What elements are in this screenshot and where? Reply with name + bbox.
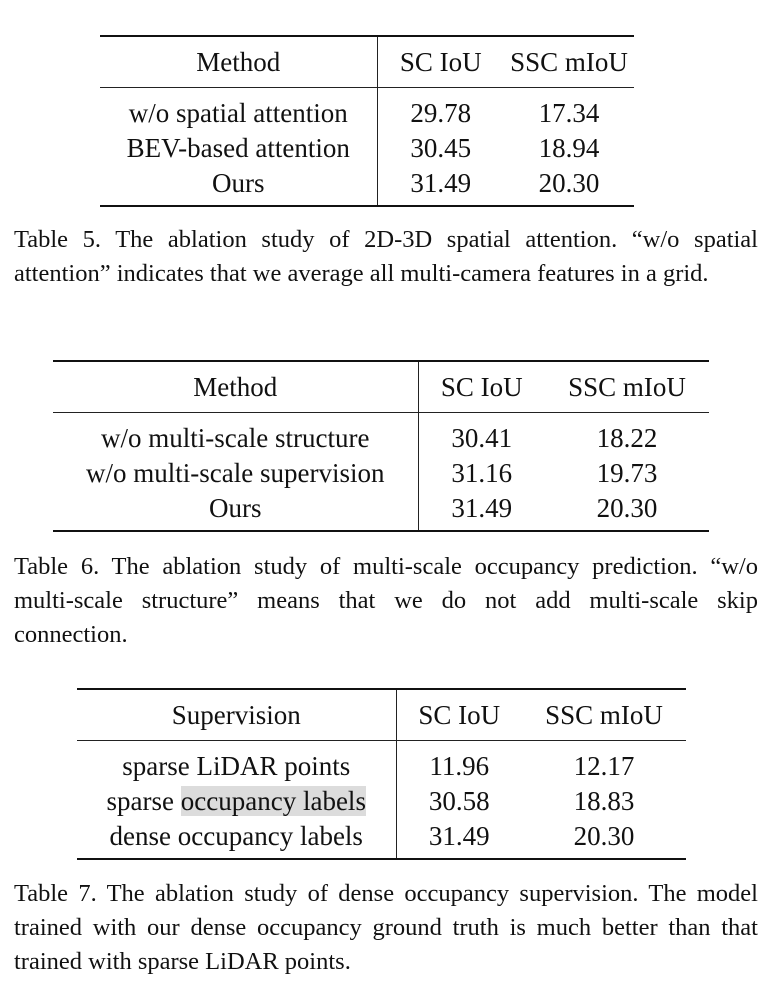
highlighted-text: occupancy labels (180, 786, 366, 816)
table-row (100, 131, 634, 166)
ssc-miou-value: 18.83 (573, 786, 635, 816)
table-header-row (100, 36, 634, 88)
sc-iou-value: 31.49 (396, 819, 522, 859)
sc-iou-value: 31.49 (377, 166, 504, 206)
ssc-miou-value: 20.30 (504, 166, 634, 206)
header-sc-iou: SC IoU (396, 689, 522, 741)
sc-iou-value: 30.58 (428, 786, 490, 816)
header-supervision: Supervision (77, 689, 396, 741)
sc-iou-value: 29.78 (410, 98, 472, 128)
header-ssc-miou: SSC mIoU (522, 689, 686, 741)
ssc-miou-value: 12.17 (573, 751, 635, 781)
row-label: sparse LiDAR points (77, 741, 396, 785)
row-label: dense occupancy labels (77, 819, 396, 859)
sc-iou-value: 31.49 (418, 491, 545, 531)
header-ssc-miou: SSC mIoU (545, 361, 709, 413)
header-sc-iou: SC IoU (377, 36, 504, 88)
table-row (100, 88, 634, 132)
table-row (100, 166, 634, 206)
table-header-row (77, 689, 686, 741)
header-method: Method (53, 361, 418, 413)
sc-iou-value: 30.41 (451, 423, 513, 453)
row-label: Ours (53, 491, 418, 531)
table-5 (100, 35, 634, 207)
table-6-caption: Table 6. The ablation study of multi-scale occupancy prediction. “w/o multi-scale structure” means that we do not add multi-scale skip connection. (14, 553, 758, 648)
table-7-caption: Table 7. The ablation study of dense occupancy supervision. The model trained with our dense occupancy ground truth is much better than that trained with sparse LiDAR points. (14, 880, 758, 975)
sc-iou-value: 31.16 (451, 458, 513, 488)
row-label (77, 784, 396, 819)
sc-iou-value: 30.45 (410, 133, 472, 163)
row-label-prefix: sparse (106, 786, 181, 816)
table-6 (53, 360, 709, 532)
row-label: w/o multi-scale structure (53, 413, 418, 457)
table-row (53, 491, 709, 531)
header-ssc-miou: SSC mIoU (504, 36, 634, 88)
ssc-miou-value: 19.73 (596, 458, 658, 488)
header-sc-iou: SC IoU (418, 361, 545, 413)
table-row (53, 413, 709, 457)
header-method: Method (100, 36, 377, 88)
table-7 (77, 688, 686, 860)
ssc-miou-value: 18.22 (596, 423, 658, 453)
row-label: BEV-based attention (100, 131, 377, 166)
ssc-miou-value: 18.94 (538, 133, 600, 163)
ssc-miou-value: 20.30 (545, 491, 709, 531)
table-row (77, 819, 686, 859)
table-5-caption: Table 5. The ablation study of 2D-3D spatial attention. “w/o spatial attention” indicates that we average all multi-camera features in a grid. (14, 226, 758, 287)
ssc-miou-value: 20.30 (522, 819, 686, 859)
table-row (77, 784, 686, 819)
table-row (53, 456, 709, 491)
ssc-miou-value: 17.34 (538, 98, 600, 128)
table-header-row (53, 361, 709, 413)
row-label: w/o multi-scale supervision (53, 456, 418, 491)
row-label: Ours (100, 166, 377, 206)
row-label: w/o spatial attention (100, 88, 377, 132)
table-row (77, 741, 686, 785)
sc-iou-value: 11.96 (429, 751, 490, 781)
